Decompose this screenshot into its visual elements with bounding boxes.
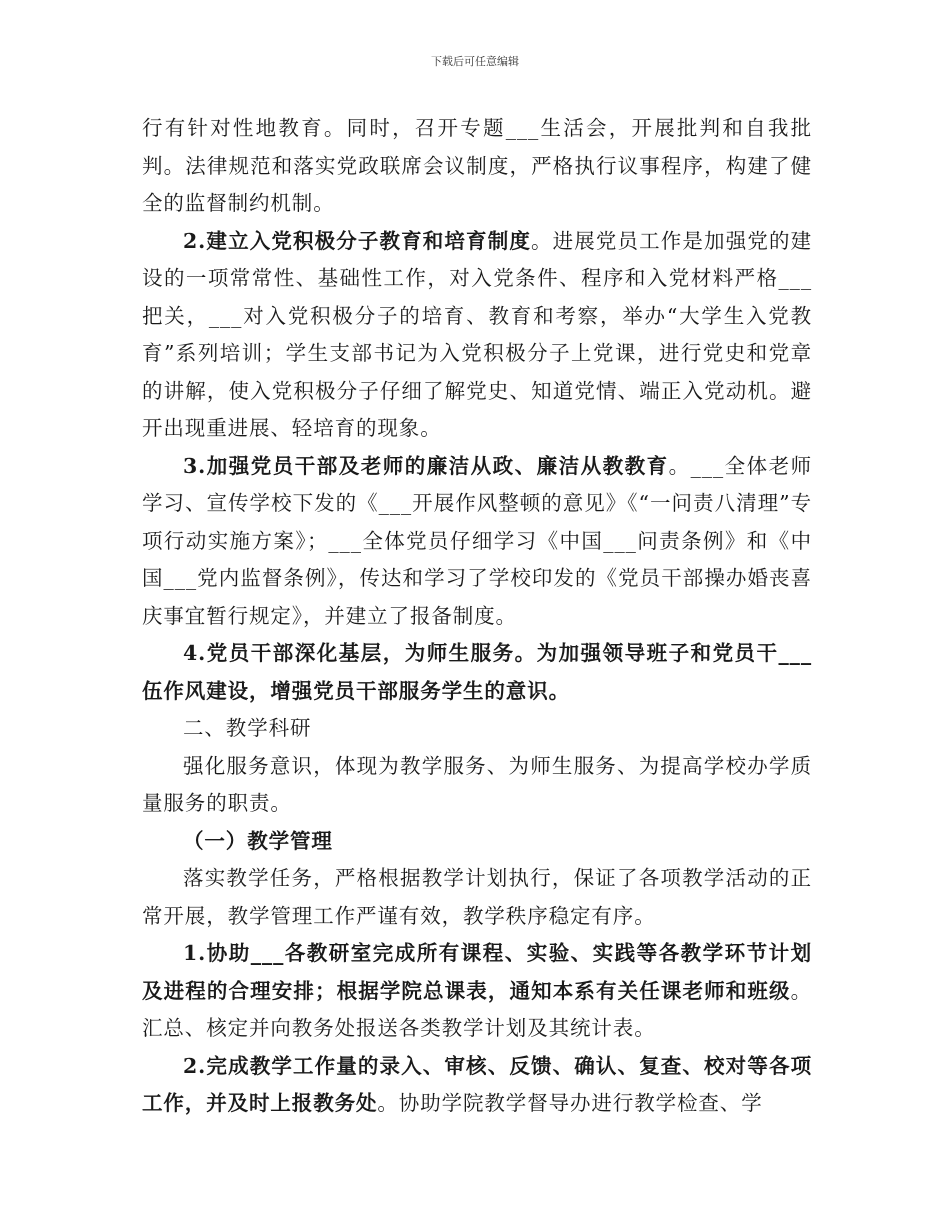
paragraph-3-heading: 3.加强党员干部及老师的廉洁从政、廉洁从教教育 (183, 453, 669, 478)
page-header: 下载后可任意编辑 (431, 55, 519, 68)
paragraph-6: 落实教学任务，严格根据教学计划执行，保证了各项教学活动的正常开展，教学管理工作严谨有效，教学秩序稳定有序。 (142, 866, 812, 928)
paragraph-7 (142, 935, 812, 1048)
paragraph-2-text: 。进展党员工作是加强党的建设的一项常常性、基础性工作，对入党条件、程序和入党材料严格___把关，___对入党积极分子的培育、教育和考察，举办“大学生入党教育”系列培训；学生支部书记为入党积极分子上党课，进行党史和党章的讲解，使入党积极分子仔细了解党史、知道党情、端正入党动机。避开出现重进展、轻培育的现象。 (142, 228, 812, 440)
paragraph-4: 4.党员干部深化基层，为师生服务。为加强领导班子和党员干___伍作风建设，增强党员干部服务学生的意识。 (142, 641, 812, 703)
paragraph-8-text: 。协助学院教学督导办进行教学检查、学 (377, 1091, 763, 1115)
paragraph-5: 强化服务意识，体现为教学服务、为师生服务、为提高学校办学质量服务的职责。 (142, 753, 812, 815)
paragraph-7-heading: 1.协助___各教研室完成所有课程、实验、实践等各教学环节计划及进程的合理安排；根据学院总课表，通知本系有关任课老师和班级 (142, 941, 812, 1003)
paragraph-3-text: 。___全体老师学习、宣传学校下发的《___开展作风整顿的意见》《“一问责八清理”专项行动实施方案》；___全体党员仔细学习《中国___问责条例》和《中国___党内监督条例》，传达和学习了学校印发的《党员干部操办婚丧喜庆事宜暂行规定》，并建立了报备制度。 (142, 453, 812, 628)
document-body (142, 110, 812, 1123)
subsection-heading-1: （一）教学管理 (183, 828, 333, 853)
section-heading-2: 二、教学科研 (183, 716, 312, 740)
paragraph-8-heading: 2.完成教学工作量的录入、审核、反馈、确认、复查、校对等各项工作，并及时上报教务处 (142, 1053, 812, 1115)
paragraph-1: 行有针对性地教育。同时，召开专题___生活会，开展批判和自我批判。法律规范和落实党政联席会议制度，严格执行议事程序，构建了健全的监督制约机制。 (142, 116, 812, 215)
paragraph-3 (142, 448, 812, 636)
paragraph-2-heading: 2.建立入党积极分子教育和培育制度 (183, 228, 531, 253)
paragraph-7-text: 。汇总、核定并向教务处报送各类教学计划及其统计表。 (142, 978, 812, 1040)
paragraph-8 (142, 1048, 812, 1123)
paragraph-2 (142, 223, 812, 448)
